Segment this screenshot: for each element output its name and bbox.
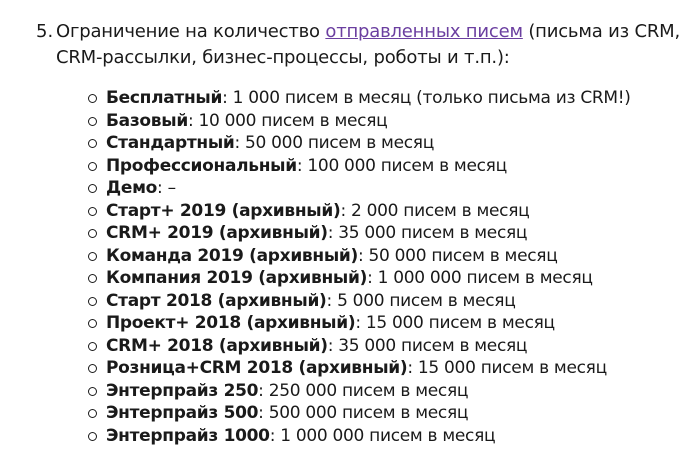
plan-list-item <box>88 357 688 380</box>
plan-limit: : 15 000 писем в месяц <box>355 313 555 333</box>
plan-name: Стандартный <box>106 133 235 153</box>
item-text-after: (письма из CRM, CRM-рассылки, бизнес-процессы, роботы и т.п.): <box>56 21 680 68</box>
plan-name: Профессиональный <box>106 155 297 176</box>
plan-limit: : 100 000 писем в месяц <box>296 155 507 176</box>
plan-name: Демо <box>106 178 158 198</box>
plan-list-item <box>88 402 688 425</box>
bullet-icon <box>88 274 97 283</box>
bullet-icon <box>88 342 97 351</box>
plan-name: Базовый <box>106 110 188 131</box>
plan-list-item <box>88 290 688 313</box>
bullet-icon <box>88 162 97 171</box>
plan-name: Команда 2019 (архивный) <box>106 245 358 266</box>
plan-name: CRM+ 2019 (архивный) <box>106 223 328 243</box>
plan-limit: : 35 000 писем в месяц <box>327 223 528 243</box>
plan-list-item <box>88 335 688 358</box>
item-number: 5. <box>36 21 54 42</box>
plan-list-item <box>88 87 688 110</box>
plan-limit: : 2 000 писем в месяц <box>340 200 530 221</box>
bullet-icon <box>88 297 97 306</box>
plan-name: Энтерпрайз 250 <box>106 380 259 401</box>
bullet-icon <box>88 387 97 396</box>
bullet-icon <box>88 364 97 373</box>
plan-list-item <box>88 425 688 448</box>
plan-list-item <box>88 177 688 200</box>
item-text <box>56 19 686 71</box>
bullet-icon <box>88 117 97 126</box>
plan-name: Старт 2018 (архивный) <box>106 290 327 311</box>
plan-name: Энтерпрайз 500 <box>106 403 259 423</box>
plans-list <box>88 87 688 447</box>
plan-limit: : 500 000 писем в месяц <box>258 403 469 423</box>
plan-name: Энтерпрайз 1000 <box>106 425 270 446</box>
bullet-icon <box>88 319 97 328</box>
plan-list-item <box>88 380 688 403</box>
plan-name: Проект+ 2018 (архивный) <box>106 313 356 333</box>
bullet-icon <box>88 252 97 261</box>
plan-list-item <box>88 312 688 335</box>
cut-off-previous-line <box>106 0 112 9</box>
bullet-icon <box>88 207 97 216</box>
plan-list-item <box>88 200 688 223</box>
plan-limit: : 5 000 писем в месяц <box>326 290 516 311</box>
plan-limit: : 50 000 писем в месяц <box>358 245 558 266</box>
plan-limit: : 10 000 писем в месяц <box>187 110 388 131</box>
plan-name: Розница+CRM 2018 (архивный) <box>106 358 408 378</box>
bullet-icon <box>88 94 97 103</box>
sent-emails-link[interactable]: отправленных писем <box>325 21 523 42</box>
bullet-icon <box>88 409 97 418</box>
plan-limit: : 35 000 писем в месяц <box>327 335 528 356</box>
plan-list-item <box>88 222 688 245</box>
plan-limit: : 1 000 000 писем в месяц <box>269 425 496 446</box>
plan-name: Старт+ 2019 (архивный) <box>106 200 341 221</box>
plan-limit: : 1 000 000 писем в месяц <box>367 268 593 288</box>
plan-limit: : 250 000 писем в месяц <box>258 380 469 401</box>
plan-list-item <box>88 155 688 178</box>
plan-list-item <box>88 110 688 133</box>
item-text-before: Ограничение на количество <box>56 21 326 42</box>
plan-list-item <box>88 245 688 268</box>
plan-name: Компания 2019 (архивный) <box>106 268 368 288</box>
bullet-icon <box>88 139 97 148</box>
plan-name: Бесплатный <box>106 88 223 108</box>
plan-limit: : 1 000 писем в месяц (только письма из CRM!) <box>222 88 631 108</box>
bullet-icon <box>88 229 97 238</box>
plan-list-item <box>88 132 688 155</box>
bullet-icon <box>88 432 97 441</box>
list-item-5 <box>36 19 686 71</box>
plan-limit: : 50 000 писем в месяц <box>234 133 434 153</box>
plan-name: CRM+ 2018 (архивный) <box>106 335 328 356</box>
plan-limit: : – <box>157 178 176 198</box>
bullet-icon <box>88 184 97 193</box>
plan-list-item <box>88 267 688 290</box>
plan-limit: : 15 000 писем в месяц <box>407 358 607 378</box>
